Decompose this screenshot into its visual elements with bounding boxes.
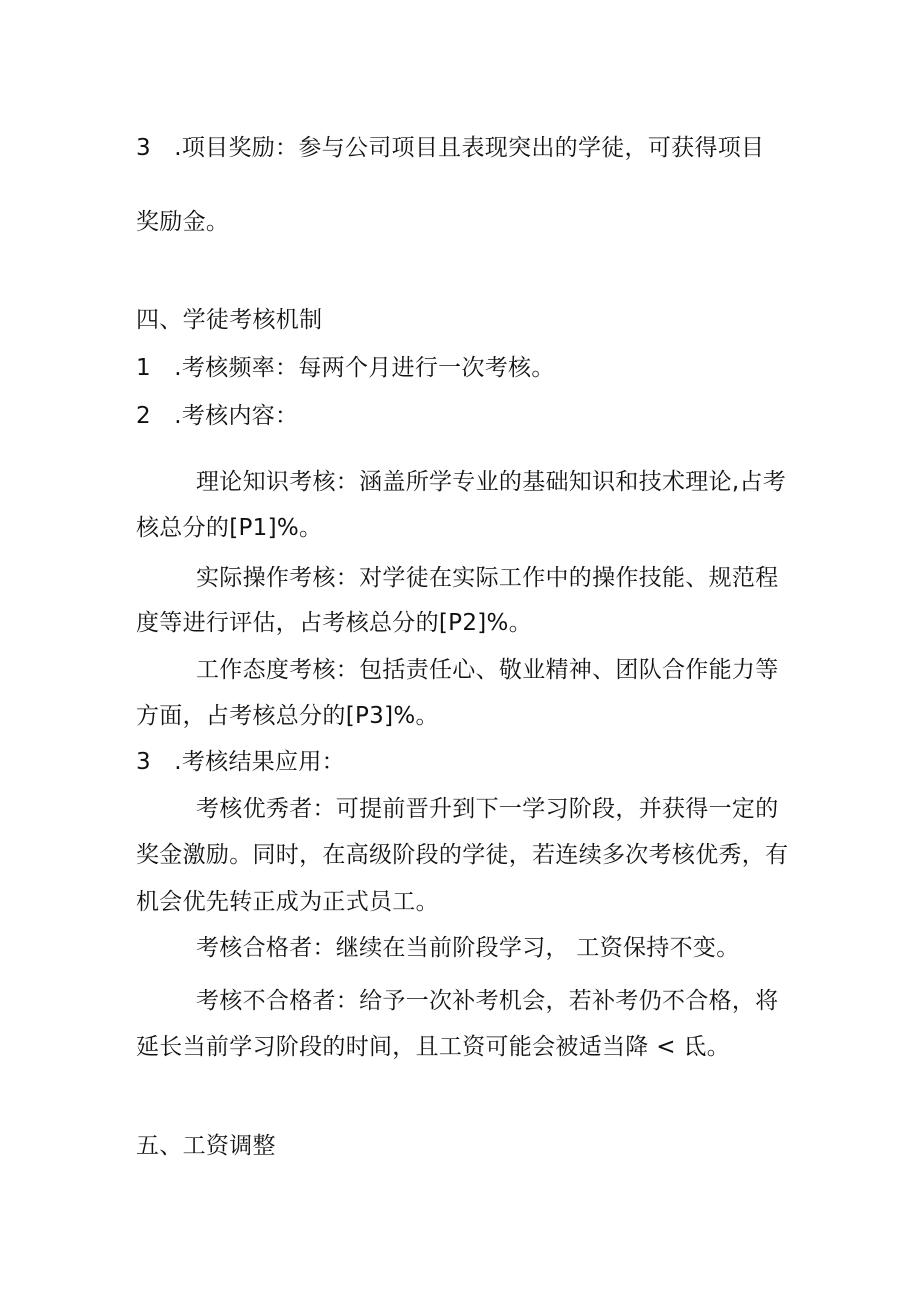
pass-result-line: 考核合格者：继续在当前阶段学习， 工资保持不变。: [196, 935, 740, 961]
excellent-result-line-2: 奖金激励。同时，在高级阶段的学徒，若连续多次考核优秀，有: [136, 842, 789, 868]
fail-result-line-1: 考核不合格者：给予一次补考机会，若补考仍不合格，将: [196, 988, 779, 1014]
paragraph-project-reward-line-1: 3 .项目奖励：参与公司项目且表现突出的学徒，可获得项目: [136, 135, 765, 161]
section-heading-assessment: 四、学徒考核机制: [136, 307, 323, 333]
theory-assessment-line-2: 核总分的[P1]%。: [136, 515, 323, 541]
item-assessment-frequency: 1 .考核频率：每两个月进行一次考核。: [136, 355, 555, 381]
paragraph-project-reward-line-2: 奖励金。: [136, 209, 230, 235]
practical-assessment-line-1: 实际操作考核：对学徒在实际工作中的操作技能、规范程: [196, 565, 779, 591]
attitude-assessment-line-1: 工作态度考核：包括责任心、敬业精神、团队合作能力等: [196, 657, 779, 683]
item-assessment-results: 3 .考核结果应用：: [136, 749, 345, 775]
excellent-result-line-1: 考核优秀者：可提前晋升到下一学习阶段，并获得一定的: [196, 796, 779, 822]
attitude-assessment-line-2: 方面，占考核总分的[P3]%。: [136, 703, 439, 729]
item-assessment-content: 2 .考核内容：: [136, 403, 299, 429]
fail-result-line-2: 延长当前学习阶段的时间，且工资可能会被适当降 < 氐。: [136, 1034, 730, 1060]
practical-assessment-line-2: 度等进行评估，占考核总分的[P2]%。: [136, 610, 533, 636]
theory-assessment-line-1: 理论知识考核：涵盖所学专业的基础知识和技术理论,占考: [196, 469, 787, 495]
excellent-result-line-3: 机会优先转正成为正式员工。: [136, 889, 439, 915]
section-heading-salary-adjustment: 五、工资调整: [136, 1133, 276, 1159]
